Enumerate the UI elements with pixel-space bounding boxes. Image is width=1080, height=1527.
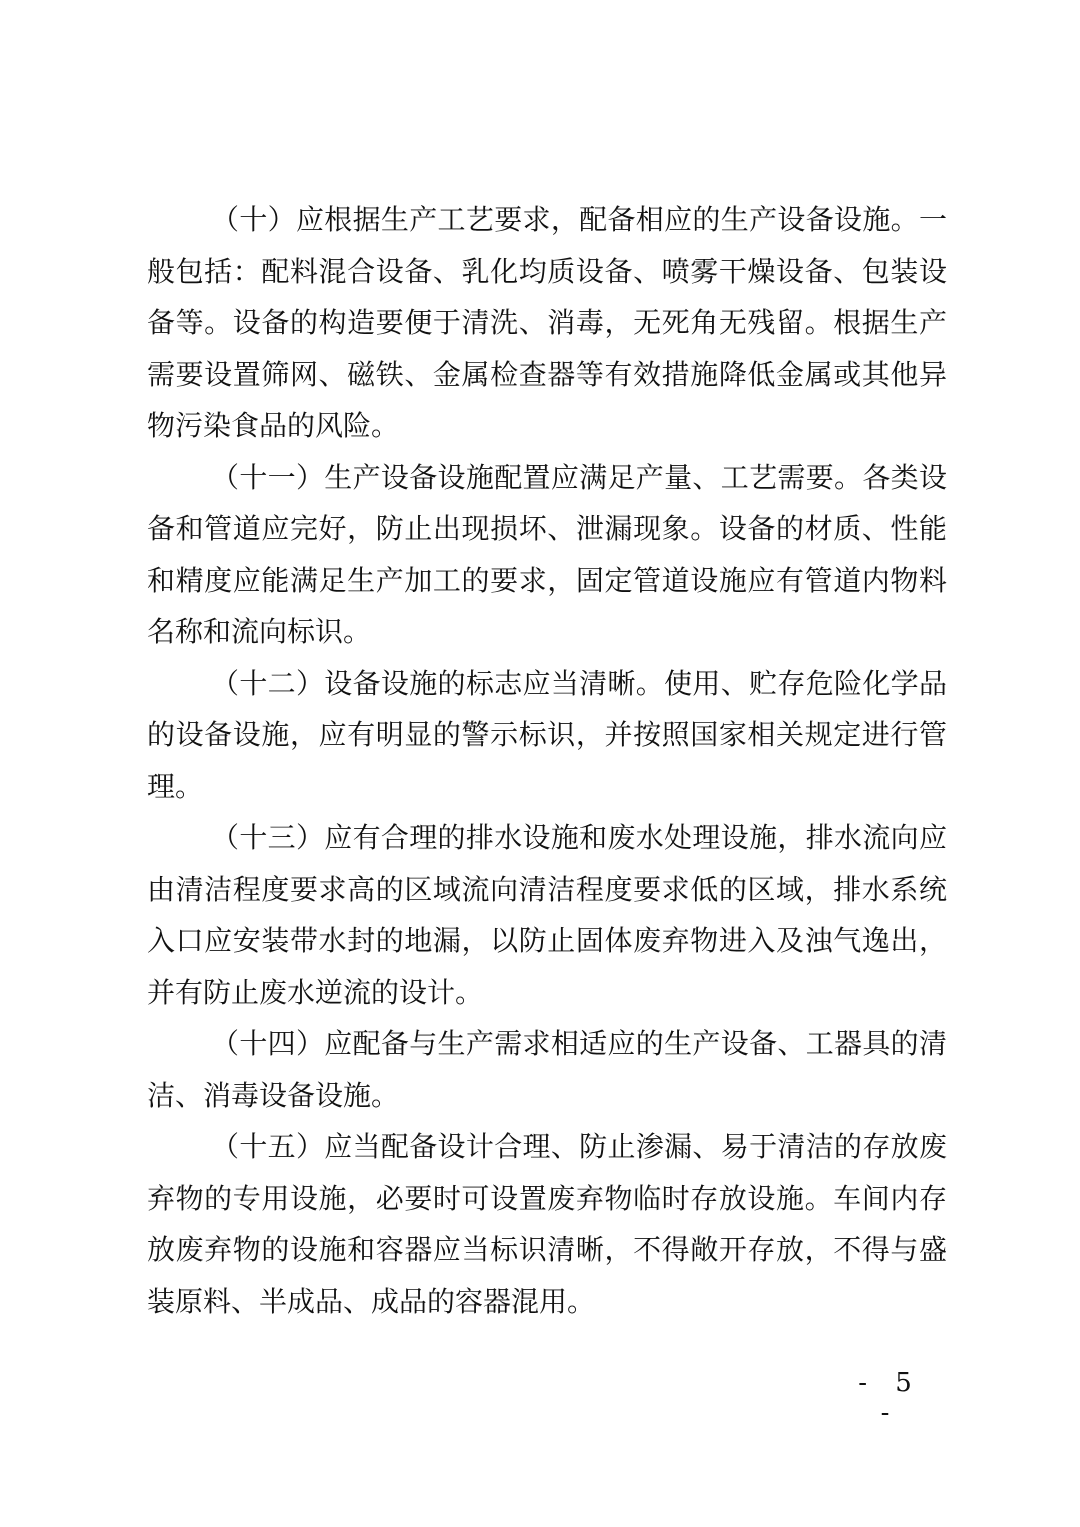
paragraph bbox=[147, 1018, 947, 1121]
paragraph-line: 的设备设施，应有明显的警示标识，并按照国家相关规定进行管 bbox=[147, 718, 947, 751]
document-body bbox=[147, 194, 947, 1327]
paragraph-line: （十四）应配备与生产需求相适应的生产设备、工器具的清 bbox=[211, 1027, 947, 1060]
paragraph-line: （十二）设备设施的标志应当清晰。使用、贮存危险化学品 bbox=[211, 666, 947, 700]
paragraph-line: 物污染食品的风险。 bbox=[147, 409, 400, 442]
paragraph bbox=[147, 1121, 947, 1327]
paragraph-line: 备等。设备的构造要便于清洗、消毒，无死角无残留。根据生产 bbox=[147, 306, 947, 339]
paragraph bbox=[147, 658, 947, 813]
paragraph-line: 由清洁程度要求高的区域流向清洁程度要求低的区域，排水系统 bbox=[147, 872, 947, 906]
paragraph-line: 般包括：配料混合设备、乳化均质设备、喷雾干燥设备、包装设 bbox=[147, 254, 947, 288]
paragraph bbox=[147, 452, 947, 658]
paragraph-line: 装原料、半成品、成品的容器混用。 bbox=[147, 1284, 596, 1318]
paragraph-line: 名称和流向标识。 bbox=[147, 615, 372, 648]
paragraph-line: （十五）应当配备设计合理、防止渗漏、易于清洁的存放废 bbox=[211, 1130, 947, 1163]
page-number: - 5 - bbox=[858, 1368, 922, 1428]
paragraph bbox=[147, 194, 947, 452]
paragraph-line: （十一）生产设备设施配置应满足产量、工艺需要。各类设 bbox=[211, 460, 947, 494]
paragraph-line: （十三）应有合理的排水设施和废水处理设施，排水流向应 bbox=[211, 821, 947, 854]
paragraph-line: 并有防止废水逆流的设计。 bbox=[147, 975, 484, 1009]
paragraph-line: 放废弃物的设施和容器应当标识清晰，不得敞开存放，不得与盛 bbox=[147, 1233, 947, 1266]
paragraph-line: 备和管道应完好，防止出现损坏、泄漏现象。设备的材质、性能 bbox=[147, 512, 947, 545]
paragraph-line: 弃物的专用设施，必要时可设置废弃物临时存放设施。车间内存 bbox=[147, 1181, 947, 1215]
paragraph-line: 理。 bbox=[147, 769, 204, 803]
paragraph bbox=[147, 812, 947, 1018]
paragraph-line: 需要设置筛网、磁铁、金属检查器等有效措施降低金属或其他异 bbox=[147, 357, 947, 391]
paragraph-line: 和精度应能满足生产加工的要求，固定管道设施应有管道内物料 bbox=[147, 563, 947, 597]
paragraph-line: 入口应安装带水封的地漏，以防止固体废弃物进入及浊气逸出， bbox=[147, 924, 947, 957]
paragraph-line: （十）应根据生产工艺要求，配备相应的生产设备设施。一 bbox=[211, 203, 947, 236]
paragraph-line: 洁、消毒设备设施。 bbox=[147, 1078, 400, 1112]
